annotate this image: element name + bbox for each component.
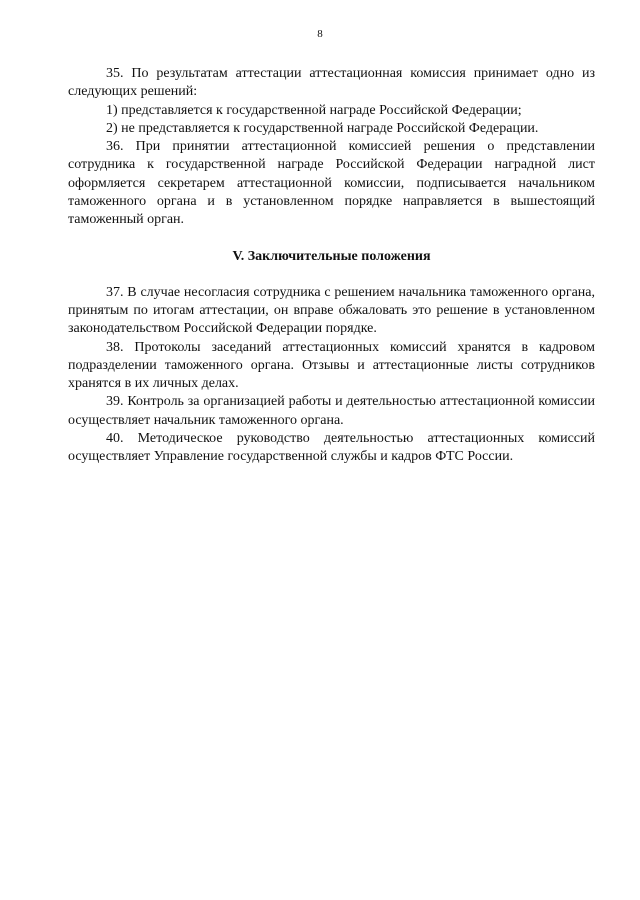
document-body — [68, 65, 595, 467]
paragraph-35: 35. По результатам аттестации аттестационная комиссия принимает одно из следующих решений: — [68, 66, 595, 100]
paragraph-40: 40. Методическое руководство деятельностью аттестационных комиссий осуществляет Управление государственной службы и кадров ФТС России. — [68, 431, 595, 465]
page-number: 8 — [317, 28, 323, 40]
decision-option-1: 1) представляется к государственной награде Российской Федерации; — [106, 102, 522, 118]
decision-option-2: 2) не представляется к государственной награде Российской Федерации. — [106, 120, 539, 136]
paragraph-37: 37. В случае несогласия сотрудника с решением начальника таможенного органа, принятым по итогам аттестации, он вправе обжаловать это решение в установленном законодательством Российской Федерации порядке. — [68, 284, 595, 337]
paragraph-38: 38. Протоколы заседаний аттестационных комиссий хранятся в кадровом подразделении таможенного органа. Отзывы и аттестационные листы сотрудников хранятся в их личных делах. — [68, 339, 595, 392]
paragraph-39: 39. Контроль за организацией работы и деятельностью аттестационной комиссии осуществляет начальник таможенного органа. — [68, 394, 595, 428]
paragraph-36: 36. При принятии аттестационной комиссией решения о представлении сотрудника к государственной награде Российской Федерации наградной лист оформляется секретарем аттестационной комиссии, подписывается начальником таможенного органа и в установленном порядке направляется в вышестоящий таможенный орган. — [68, 139, 595, 228]
section-title: V. Заключительные положения — [232, 248, 431, 264]
